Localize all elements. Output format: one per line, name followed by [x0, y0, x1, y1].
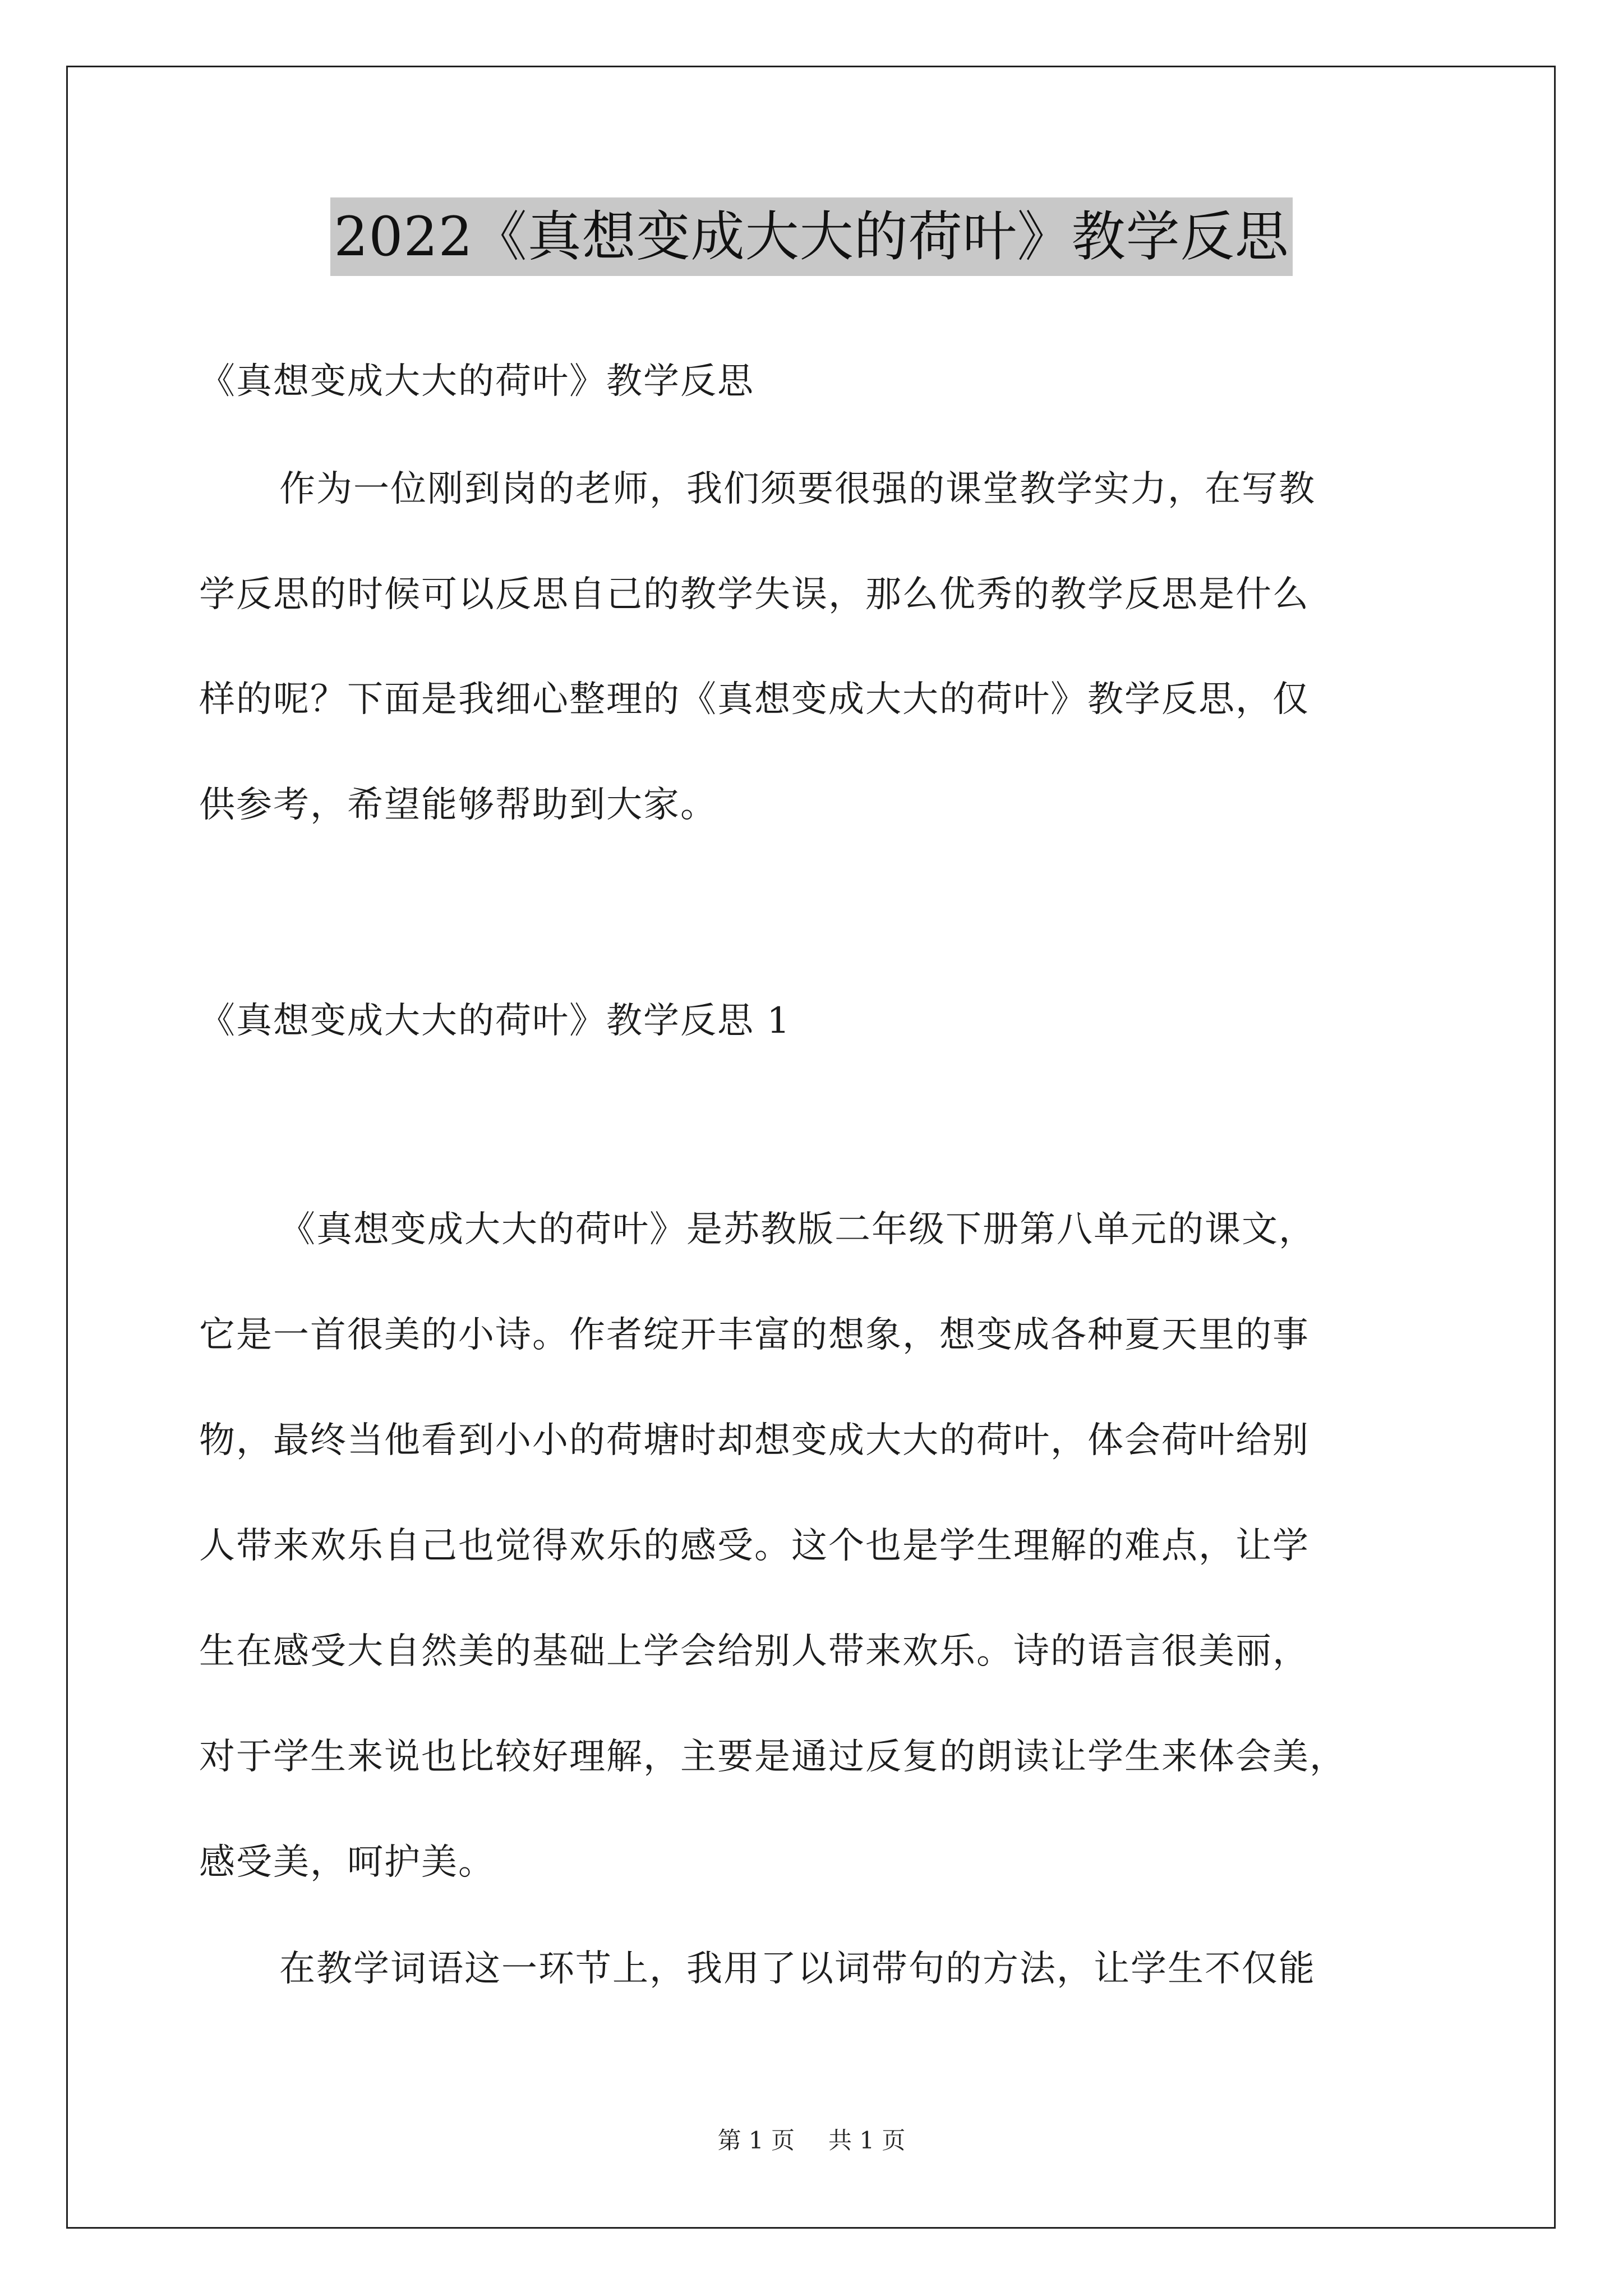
body-line: 感受美，呵护美。 [199, 1842, 495, 1883]
body-line: 人带来欢乐自己也觉得欢乐的感受。这个也是学生理解的难点，让学 [199, 1525, 1310, 1567]
body-line: 在教学词语这一环节上，我用了以词带句的方法，让学生不仅能 [279, 1948, 1316, 1990]
body-line: 对于学生来说也比较好理解，主要是通过反复的朗读让学生来体会美， [199, 1736, 1347, 1778]
title-container [0, 197, 1623, 276]
intro-line: 作为一位刚到岗的老师，我们须要很强的课堂教学实力，在写教 [279, 468, 1316, 510]
body-line: 生在感受大自然美的基础上学会给别人带来欢乐。诗的语言很美丽， [199, 1631, 1310, 1672]
section-heading: 《真想变成大大的荷叶》教学反思 1 [199, 1000, 791, 1042]
intro-line: 样的呢？下面是我细心整理的《真想变成大大的荷叶》教学反思，仅 [199, 679, 1310, 720]
document-title: 2022《真想变成大大的荷叶》教学反思 [330, 197, 1292, 276]
body-line: 《真想变成大大的荷叶》是苏教版二年级下册第八单元的课文， [279, 1209, 1316, 1250]
page-number: 第 1 页 [717, 2127, 795, 2154]
page-footer [0, 2124, 1623, 2157]
intro-line: 学反思的时候可以反思自己的教学失误，那么优秀的教学反思是什么 [199, 574, 1310, 615]
document-subtitle: 《真想变成大大的荷叶》教学反思 [199, 361, 754, 402]
intro-line: 供参考，希望能够帮助到大家。 [199, 784, 717, 826]
body-line: 它是一首很美的小诗。作者绽开丰富的想象，想变成各种夏天里的事 [199, 1314, 1310, 1356]
body-line: 物，最终当他看到小小的荷塘时却想变成大大的荷叶，体会荷叶给别 [199, 1420, 1310, 1461]
page-total: 共 1 页 [828, 2127, 906, 2154]
